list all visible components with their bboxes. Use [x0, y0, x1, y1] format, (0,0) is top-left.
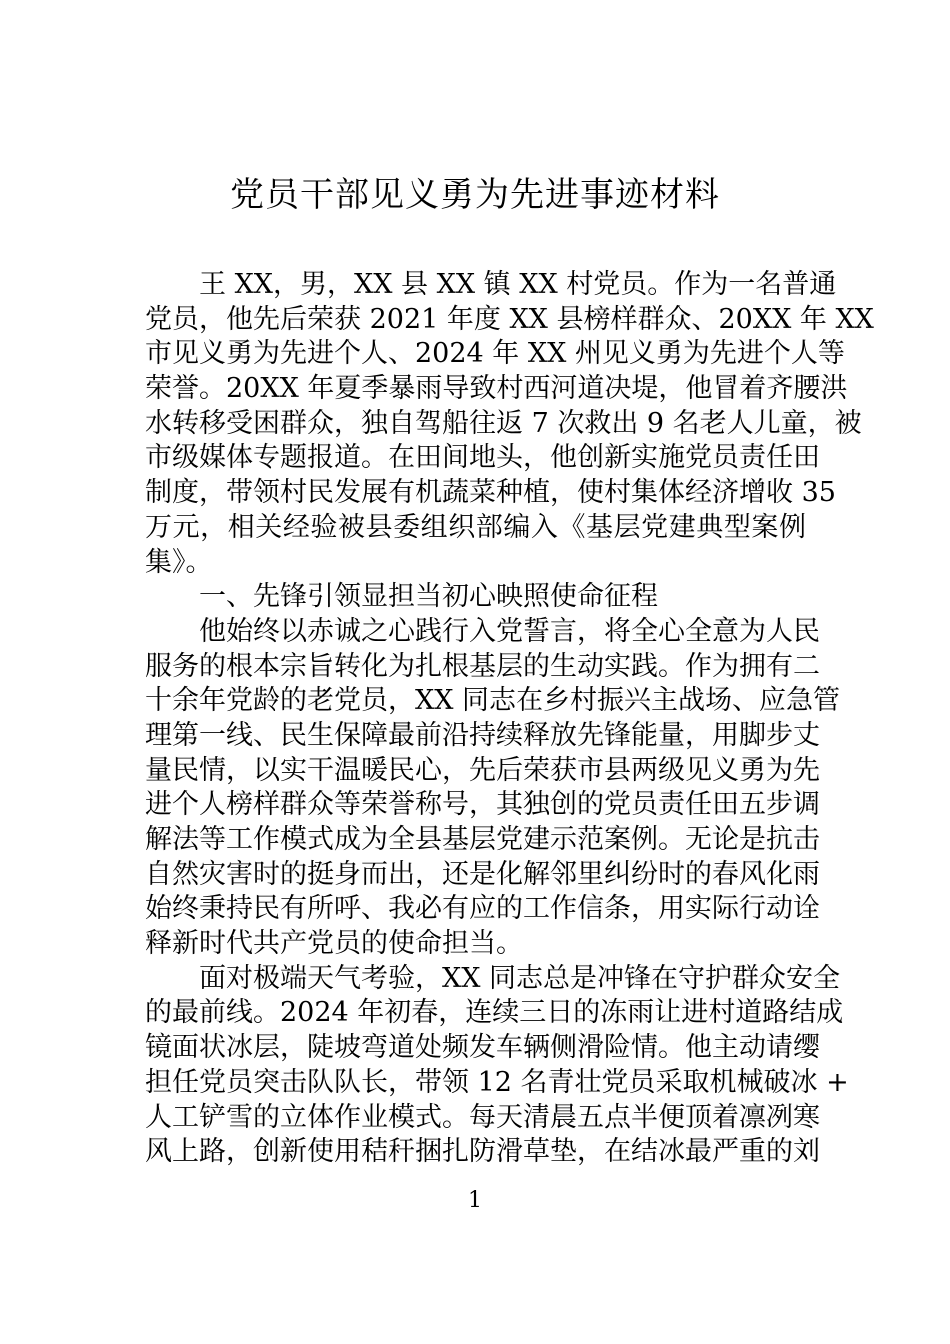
text-line: 王 XX，男，XX 县 XX 镇 XX 村党员。作为一名普通: [199, 269, 837, 300]
text-line: 服务的根本宗旨转化为扎根基层的生动实践。作为拥有二: [145, 650, 820, 682]
text-line: 释新时代共产党员的使命担当。: [145, 928, 523, 960]
paragraph-1: [145, 615, 841, 962]
text-line: 制度，带领村民发展有机蔬菜种植，使村集体经济增收 35: [145, 477, 836, 509]
section-heading: [145, 580, 806, 615]
heading-line: 一、先锋引领显担当初心映照使命征程: [199, 581, 658, 613]
text-line: 万元，相关经验被县委组织部编入《基层党建典型案例: [145, 511, 806, 543]
paragraph-intro: [145, 268, 874, 580]
text-line: 水转移受困群众，独自驾船往返 7 次救出 9 名老人儿童，被: [145, 407, 862, 439]
text-line: 集》。: [145, 546, 213, 578]
text-line: 进个人榜样群众等荣誉称号，其独创的党员责任田五步调: [145, 789, 820, 821]
text-line: 镜面状冰层，陡坡弯道处频发车辆侧滑险情。他主动请缨: [145, 1032, 820, 1064]
text-line: 他始终以赤诚之心践行入党誓言，将全心全意为人民: [199, 615, 820, 647]
text-line: 风上路，创新使用秸秆捆扎防滑草垫，在结冰最严重的刘: [145, 1136, 820, 1168]
text-line: 十余年党龄的老党员，XX 同志在乡村振兴主战场、应急管: [145, 685, 841, 717]
text-line: 解法等工作模式成为全县基层党建示范案例。无论是抗击: [145, 824, 820, 855]
text-line: 自然灾害时的挺身而出，还是化解邻里纠纷时的春风化雨: [145, 858, 820, 890]
text-line: 始终秉持民有所呼、我必有应的工作信条，用实际行动诠: [145, 893, 820, 925]
text-line: 人工铲雪的立体作业模式。每天清晨五点半便顶着凛冽寒: [145, 1101, 820, 1133]
text-line: 量民情，以实干温暖民心，先后荣获市县两级见义勇为先: [145, 754, 820, 786]
document-title: 党员干部见义勇为先进事迹材料: [230, 175, 720, 215]
text-line: 理第一线、民生保障最前沿持续释放先锋能量，用脚步丈: [145, 719, 820, 751]
text-line: 面对极端天气考验，XX 同志总是冲锋在守护群众安全: [199, 962, 841, 994]
paragraph-2: [145, 962, 849, 1170]
page-number: 1: [468, 1188, 482, 1213]
text-line: 的最前线。2024 年初春，连续三日的冻雨让进村道路结成: [145, 997, 844, 1029]
text-line: 市见义勇为先进个人、2024 年 XX 州见义勇为先进个人等: [145, 338, 845, 370]
text-line: 市级媒体专题报道。在田间地头，他创新实施党员责任田: [145, 442, 820, 474]
text-line: 荣誉。20XX 年夏季暴雨导致村西河道决堤，他冒着齐腰洪: [145, 373, 848, 405]
text-line: 担任党员突击队队长，带领 12 名青壮党员采取机械破冰 +: [145, 1066, 849, 1098]
text-line: 党员，他先后荣获 2021 年度 XX 县榜样群众、20XX 年 XX: [145, 303, 874, 335]
document-body: [145, 268, 874, 1170]
